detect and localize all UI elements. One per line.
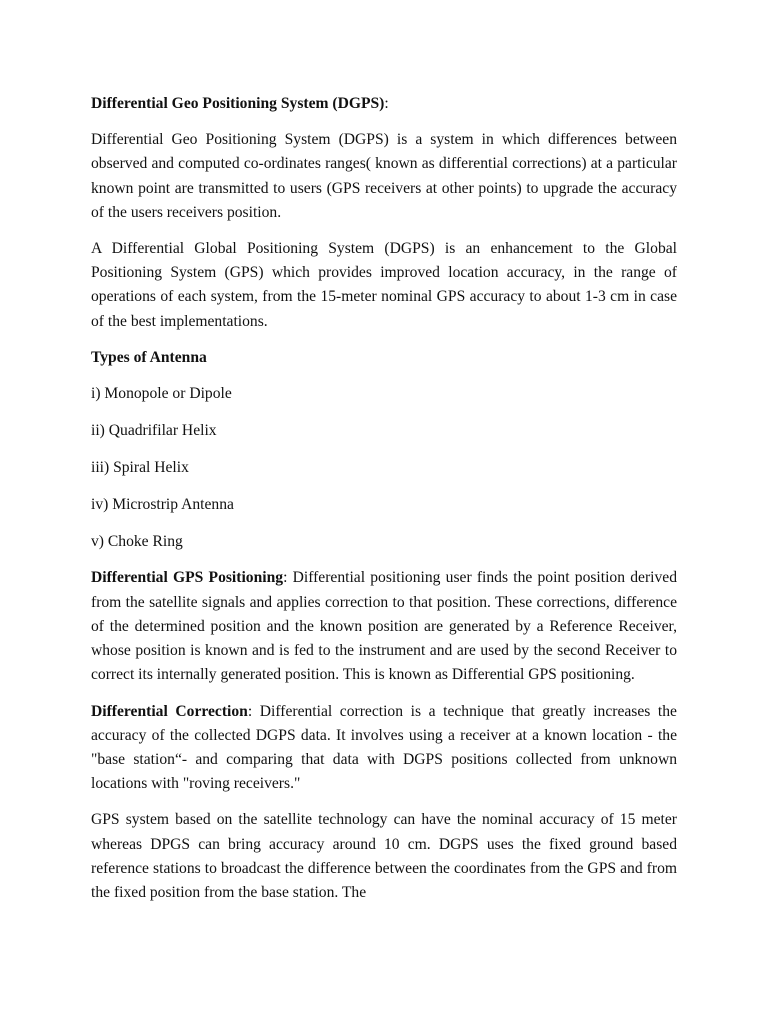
- document-title: [91, 92, 677, 116]
- antenna-types-heading: Types of Antenna: [91, 348, 207, 366]
- correction-text: : Differential correction is a technique that greatly increases the accuracy of the collected DGPS data. It involves using a receiver at a known location - the "base station“- and comparing that data with DGPS positions collected from unknown locations with "roving receivers.": [91, 702, 677, 793]
- positioning-text: : Differential positioning user finds the point position derived from the satellite signals and applies correction to that position. These corrections, difference of the determined position and the known position are generated by a Reference Receiver, whose position is known and is fed to the instrument and are used by the second Receiver to correct its internally generated position. This is known as Differential GPS positioning.: [91, 569, 677, 684]
- paragraph-dgps-definition: Differential Geo Positioning System (DGPS) is a system in which differences between observed and computed co-ordinates ranges( known as differential corrections) at a particular known point are transmitted to users (GPS receivers at other points) to upgrade the accuracy of the users receivers position.: [91, 131, 677, 221]
- list-item: v) Choke Ring: [91, 532, 183, 550]
- list-item: ii) Quadrifilar Helix: [91, 421, 217, 439]
- document-page: [91, 92, 677, 917]
- list-item: iii) Spiral Helix: [91, 458, 189, 476]
- antenna-types-list: [91, 382, 677, 554]
- paragraph-gps-positioning: [91, 566, 677, 687]
- paragraph-differential-correction: [91, 700, 677, 797]
- correction-term: Differential Correction: [91, 702, 248, 720]
- list-item: i) Monopole or Dipole: [91, 385, 232, 403]
- list-item: iv) Microstrip Antenna: [91, 495, 234, 513]
- document-title-colon: :: [384, 95, 389, 112]
- positioning-term: Differential GPS Positioning: [91, 569, 284, 587]
- document-title-text: Differential Geo Positioning System (DGPS): [91, 95, 385, 112]
- paragraph-dgps-enhancement: A Differential Global Positioning System (DGPS) is an enhancement to the Global Positioning System (GPS) which provides improved location accuracy, in the range of operations of each system, from the 15-meter nominal GPS accuracy to about 1-3 cm in case of the best implementations.: [91, 240, 677, 330]
- paragraph-gps-accuracy: GPS system based on the satellite technology can have the nominal accuracy of 15 meter whereas DPGS can bring accuracy around 10 cm. DGPS uses the fixed ground based reference stations to broadcast the difference between the coordinates from the GPS and from the fixed position from the base station. The: [91, 811, 677, 901]
